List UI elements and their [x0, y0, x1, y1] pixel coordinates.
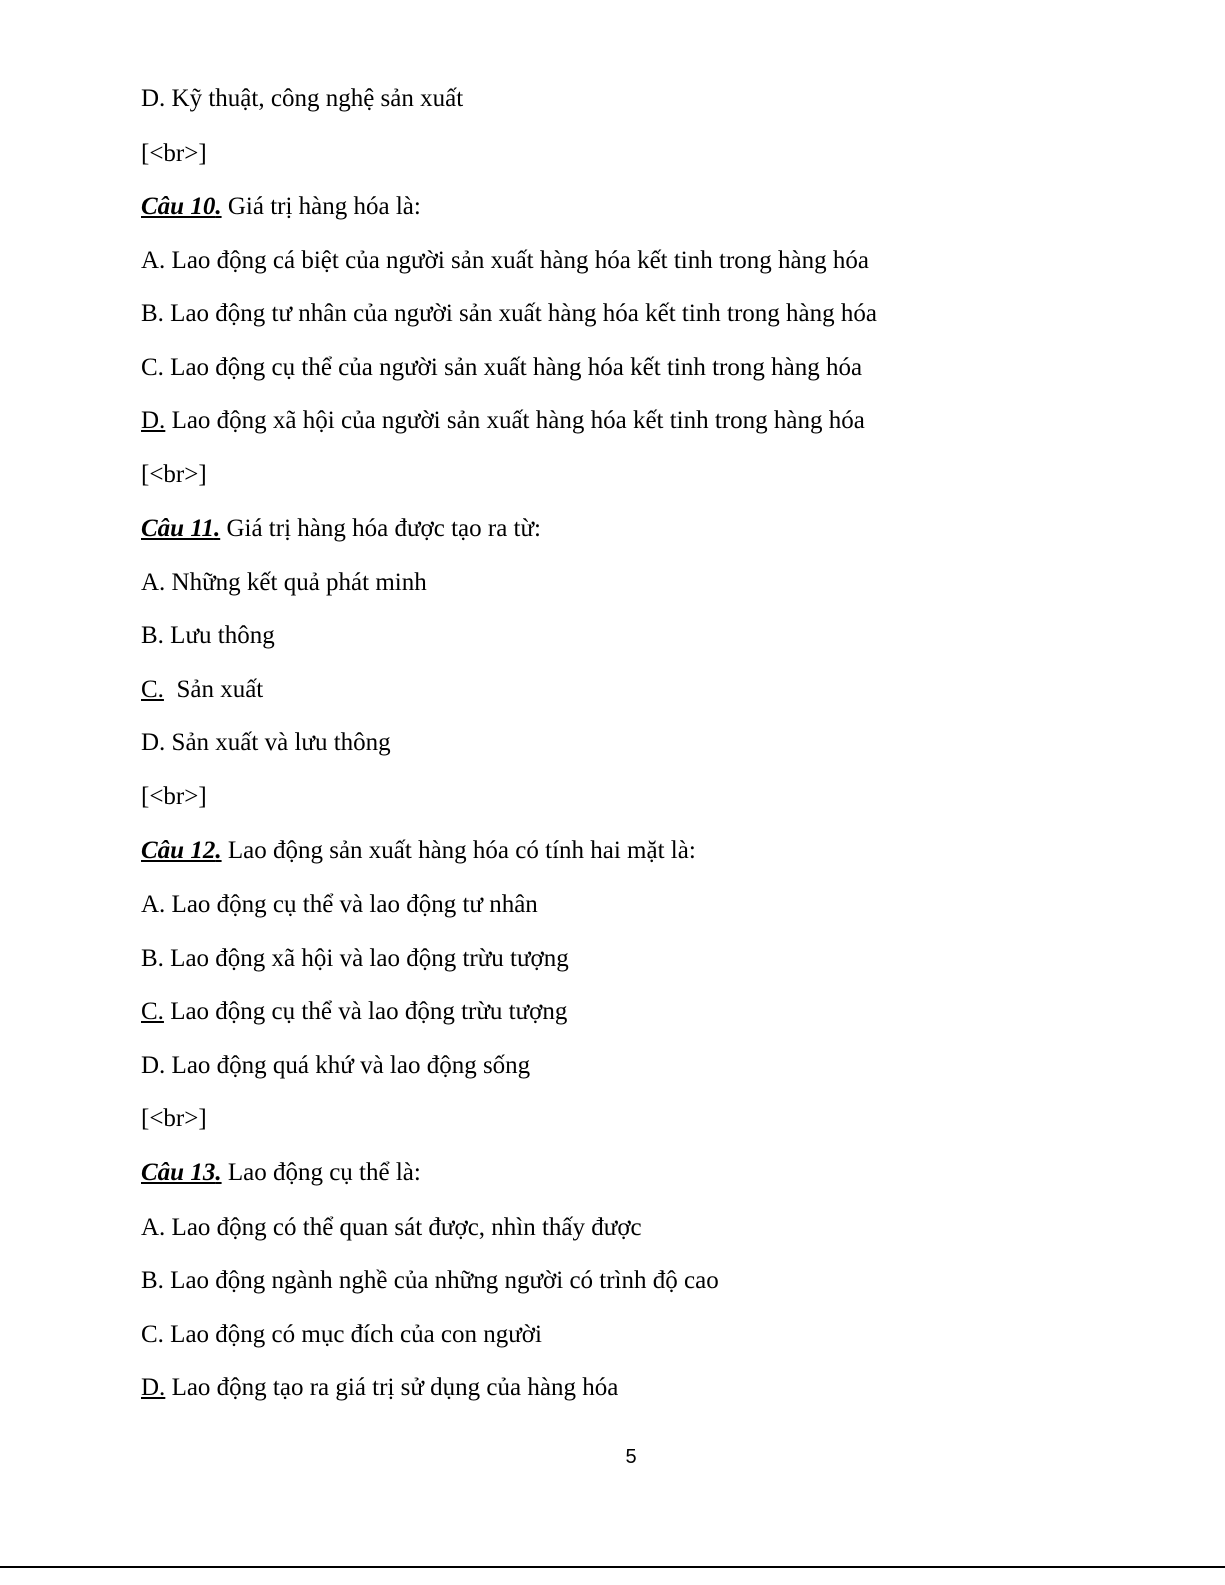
question-label: Câu 11.: [141, 515, 221, 542]
answer-option: D. Lao động quá khứ và lao động sống: [141, 1052, 531, 1079]
answer-option: B. Lao động ngành nghề của những người có trình độ cao: [141, 1267, 719, 1294]
answer-option-correct: [141, 997, 567, 1027]
break-marker: [<br>]: [141, 140, 207, 167]
question-13: [141, 1158, 421, 1188]
answer-option-correct: [141, 406, 865, 436]
answer-option-correct: [141, 1373, 618, 1403]
answer-option: A. Lao động cụ thể và lao động tư nhân: [141, 891, 538, 918]
answer-option: A. Lao động có thể quan sát được, nhìn thấy được: [141, 1214, 642, 1241]
answer-key: D.: [141, 407, 166, 434]
answer-option: C. Lao động có mục đích của con người: [141, 1321, 542, 1348]
answer-option: B. Lao động tư nhân của người sản xuất hàng hóa kết tinh trong hàng hóa: [141, 300, 877, 327]
answer-text: Lao động tạo ra giá trị sử dụng của hàng hóa: [165, 1374, 619, 1401]
question-text: Lao động sản xuất hàng hóa có tính hai mặt là:: [221, 837, 696, 864]
question-10: [141, 192, 421, 222]
answer-text: Lao động xã hội của người sản xuất hàng hóa kết tinh trong hàng hóa: [165, 407, 865, 434]
break-marker: [<br>]: [141, 783, 207, 810]
answer-key: D.: [141, 1374, 166, 1401]
page-bottom-edge: [0, 1566, 1225, 1568]
question-text: Lao động cụ thể là:: [221, 1159, 421, 1186]
answer-option: A. Lao động cá biệt của người sản xuất hàng hóa kết tinh trong hàng hóa: [141, 247, 869, 274]
answer-key: C.: [141, 998, 164, 1025]
question-label: Câu 13.: [141, 1159, 222, 1186]
question-11: [141, 514, 541, 544]
question-12: [141, 836, 696, 866]
answer-option: C. Lao động cụ thể của người sản xuất hàng hóa kết tinh trong hàng hóa: [141, 354, 863, 381]
question-text: Giá trị hàng hóa là:: [221, 193, 421, 220]
question-label: Câu 12.: [141, 837, 222, 864]
break-marker: [<br>]: [141, 461, 207, 488]
question-text: Giá trị hàng hóa được tạo ra từ:: [220, 515, 541, 542]
answer-key: C.: [141, 676, 164, 703]
answer-option: A. Những kết quả phát minh: [141, 569, 427, 596]
answer-option-correct: [141, 675, 263, 705]
answer-text: Lao động cụ thể và lao động trừu tượng: [163, 998, 568, 1025]
answer-option: B. Lao động xã hội và lao động trừu tượng: [141, 945, 569, 972]
break-marker: [<br>]: [141, 1105, 207, 1132]
page-number: 5: [625, 1446, 637, 1468]
answer-option: D. Kỹ thuật, công nghệ sản xuất: [141, 85, 464, 112]
question-label: Câu 10.: [141, 193, 222, 220]
answer-option: D. Sản xuất và lưu thông: [141, 729, 391, 756]
answer-text: Sản xuất: [163, 676, 264, 703]
answer-option: B. Lưu thông: [141, 622, 275, 649]
